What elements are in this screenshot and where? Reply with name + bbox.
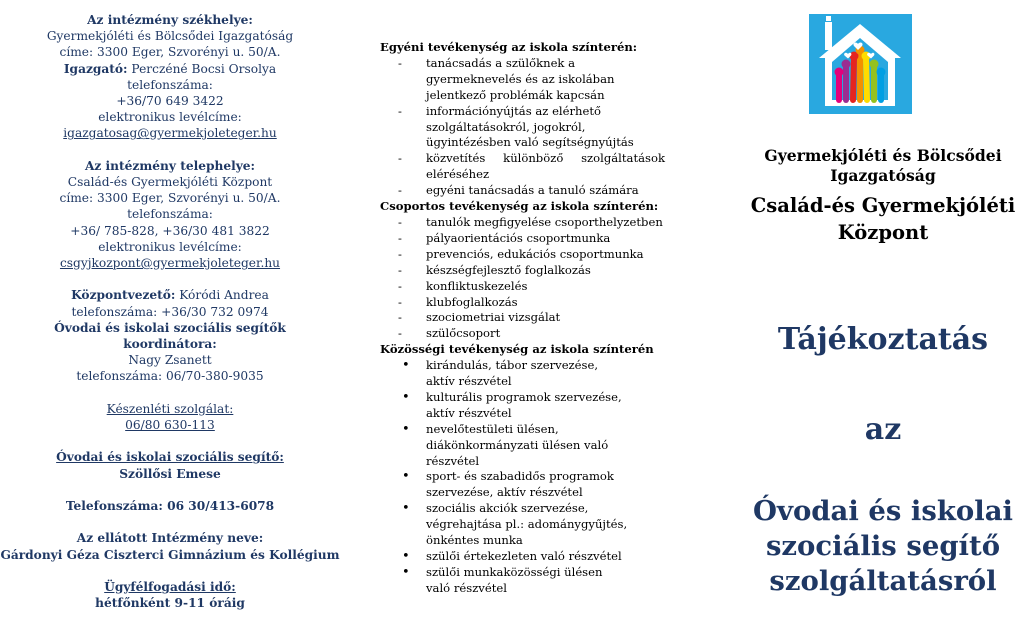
list-item: • nevelőtestületi ülésen, diákönkormányzati ülésen való részvétel: [380, 422, 630, 470]
list-item: - közvetítés különböző szolgáltatások eléréséhez: [380, 151, 665, 183]
served-name: Gárdonyi Géza Ciszterci Gimnázium és Kollégium: [0, 547, 340, 562]
seat-name: Gyermekjóléti és Bölcsődei Igazgatóság: [46, 29, 294, 44]
director-line: [0, 61, 340, 77]
center-head-label: Központvezető:: [71, 288, 176, 303]
helper-label: Óvodai és iskolai szociális segítő:: [56, 450, 284, 465]
site-email-label: elektronikus levélcíme:: [98, 239, 242, 254]
list-item: - klubfoglalkozás: [380, 295, 665, 311]
house-hands-logo-icon: [809, 14, 912, 114]
list-item: - szociometriai vizsgálat: [380, 310, 665, 326]
list-item: - pályaorientációs csoportmunka: [380, 231, 665, 247]
seat-heading: Az intézmény székhelye:: [87, 13, 253, 27]
oncall-label: Készenléti szolgálat:: [106, 401, 234, 416]
director-label: Igazgató:: [63, 61, 128, 76]
org-name-line1: Gyermekjóléti és Bölcsődei Igazgatóság: [764, 146, 1002, 185]
list-item: - tanulók megfigyelése csoporthelyzetben: [380, 215, 665, 231]
group-list: [380, 215, 665, 342]
center-head-phone: telefonszáma: +36/30 732 0974: [71, 304, 269, 319]
oncall-number: 06/80 630-113: [125, 418, 215, 433]
helper-name: Szöllősi Emese: [119, 466, 221, 481]
community-list: [380, 358, 665, 597]
title-line1: Tájékoztatás: [777, 322, 989, 357]
list-item: - prevenciós, edukációs csoportmunka: [380, 247, 665, 263]
site-email-link[interactable]: csgyjkozpont@gyermekjoleteger.hu: [59, 256, 281, 271]
community-heading: Közösségi tevékenység az iskola színterén: [380, 342, 654, 357]
title-line3: Óvodai és iskolai szociális segítő szolgáltatásról: [753, 495, 1013, 597]
site-phone-label: telefonszáma:: [127, 207, 213, 222]
title-line2: az: [864, 412, 902, 447]
director-name: Perczéné Bocsi Orsolya: [127, 61, 277, 76]
list-item: - tanácsadás a szülőknek a gyermeknevelés és az iskolában jelentkező problémák kapcsán: [380, 56, 665, 104]
list-item: - készségfejlesztő foglalkozás: [380, 263, 665, 279]
list-item: - szülőcsoport: [380, 326, 665, 342]
center-head-name: Kóródi Andrea: [175, 288, 269, 303]
director-email-label: elektronikus levélcíme:: [98, 110, 242, 125]
director-email-link[interactable]: igazgatosag@gyermekjoleteger.hu: [63, 126, 277, 141]
list-item: • kirándulás, tábor szervezése, aktív részvétel: [380, 358, 630, 390]
contact-column: [0, 0, 340, 611]
coordinator-label: Óvodai és iskolai szociális segítők koordinátora:: [54, 320, 286, 352]
list-item: - egyéni tanácsadás a tanuló számára: [380, 183, 665, 199]
site-name: Család-és Gyermekjóléti Központ: [67, 175, 273, 190]
list-item: - konfliktuskezelés: [380, 279, 665, 295]
director-phone-label: telefonszáma:: [127, 77, 213, 92]
served-label: Az ellátott Intézmény neve:: [76, 531, 264, 546]
list-item: • szociális akciók szervezése, végrehajtása pl.: adománygyűjtés, önkéntes munka: [380, 501, 630, 549]
director-phone: +36/70 649 3422: [116, 94, 224, 109]
activities-column: [380, 0, 665, 597]
seat-address: címe: 3300 Eger, Szvorényi u. 50/A.: [59, 45, 281, 60]
coordinator-name: Nagy Zsanett: [128, 353, 212, 368]
helper-phone: Telefonszáma: 06 30/413-6078: [65, 499, 275, 514]
site-heading: Az intézmény telephelye:: [84, 158, 256, 173]
individual-list: [380, 56, 665, 199]
site-address: címe: 3300 Eger, Szvorényi u. 50/A.: [59, 191, 281, 206]
site-phone: +36/ 785-828, +36/30 481 3822: [70, 223, 270, 238]
list-item: • kulturális programok szervezése, aktív részvétel: [380, 390, 630, 422]
list-item: • szülői értekezleten való részvétel: [380, 549, 630, 565]
org-name-line2: Család-és Gyermekjóléti Központ: [750, 194, 1016, 244]
individual-heading: Egyéni tevékenység az iskola színterén:: [380, 40, 638, 54]
coordinator-phone: telefonszáma: 06/70-380-9035: [76, 369, 264, 384]
center-head-line: [0, 287, 340, 303]
list-item: - információnyújtás az elérhető szolgáltatásokról, jogokról, ügyintézésben való segítségnyújtás: [380, 104, 665, 152]
list-item: • sport- és szabadidős programok szervezése, aktív részvétel: [380, 469, 630, 501]
hours-value: hétfőnként 9-11 óráig: [95, 596, 245, 611]
hours-label: Ügyfélfogadási idő:: [104, 580, 236, 594]
list-item: • szülői munkaközösségi ülésen való részvétel: [380, 565, 630, 597]
group-heading: Csoportos tevékenység az iskola színterén:: [380, 199, 659, 214]
